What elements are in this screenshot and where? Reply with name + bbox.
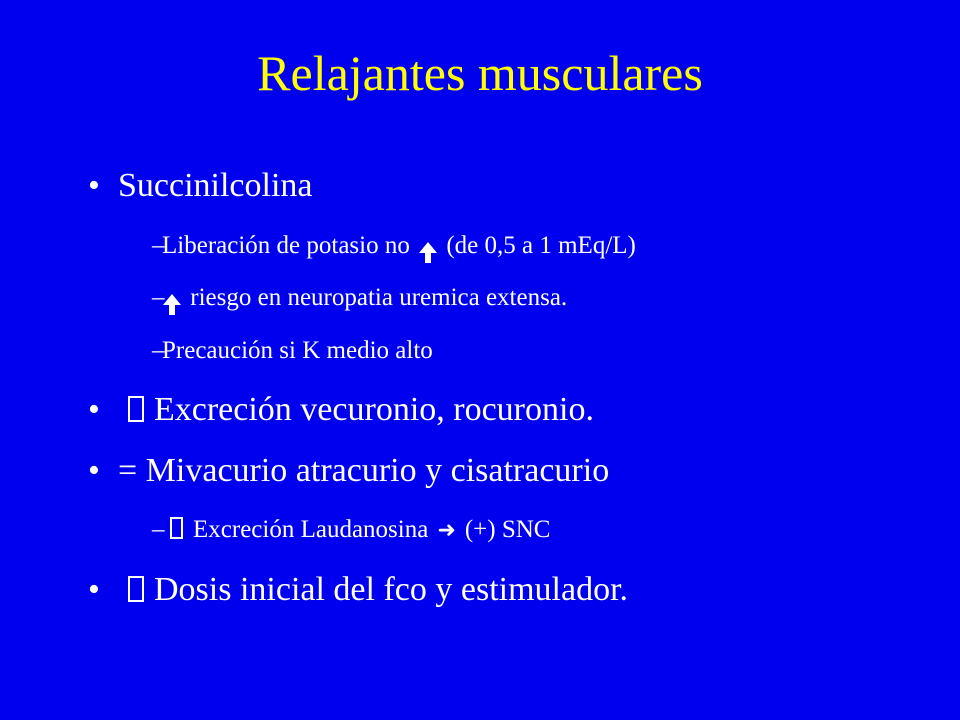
up-arrow-icon (416, 230, 440, 262)
sub-item (0, 335, 960, 367)
missing-glyph-icon (170, 517, 183, 539)
missing-glyph-icon (128, 396, 144, 422)
up-arrow-icon (160, 282, 184, 314)
sub-item-text-after: riesgo en neuropatia uremica extensa. (190, 284, 568, 311)
bullet-text: Excreción vecuronio, rocuronio. (154, 391, 594, 428)
sub-item-text (162, 230, 636, 262)
dash-marker: – (152, 516, 165, 543)
sub-item-text-before: Excreción Laudanosina (193, 516, 429, 543)
bullet-item (0, 451, 960, 491)
sub-item-text (170, 514, 550, 547)
bullet-marker: • (88, 391, 100, 428)
sub-item-text (160, 282, 567, 314)
bullet-text: Dosis inicial del fco y estimulador. (154, 571, 629, 608)
bullet-item (0, 390, 960, 430)
bullet-marker: • (88, 452, 100, 489)
sub-item-text-after: (de 0,5 a 1 mEq/L) (446, 232, 636, 259)
bullet-text: Succinilcolina (118, 167, 313, 204)
right-arrow-icon: ➜ (437, 518, 456, 544)
dash-marker: – (152, 337, 165, 364)
bullet-text-wrap (128, 390, 594, 430)
sub-item (0, 514, 960, 546)
dash-marker: – (152, 284, 165, 311)
bullet-text: = Mivacurio atracurio y cisatracurio (118, 452, 610, 489)
sub-item (0, 230, 960, 262)
slide-title: Relajantes musculares (257, 45, 703, 101)
bullet-marker: • (88, 571, 100, 608)
dash-marker: – (152, 232, 165, 259)
sub-item-text-after: (+) SNC (464, 516, 551, 543)
bullet-marker: • (88, 167, 100, 204)
sub-item (0, 282, 960, 314)
sub-item-text-before: Liberación de potasio no (162, 232, 410, 259)
bullet-item (0, 166, 960, 206)
bullet-item (0, 570, 960, 610)
bullet-text-wrap (128, 570, 628, 610)
sub-item-text: Precaución si K medio alto (162, 337, 433, 364)
missing-glyph-icon (128, 576, 144, 602)
